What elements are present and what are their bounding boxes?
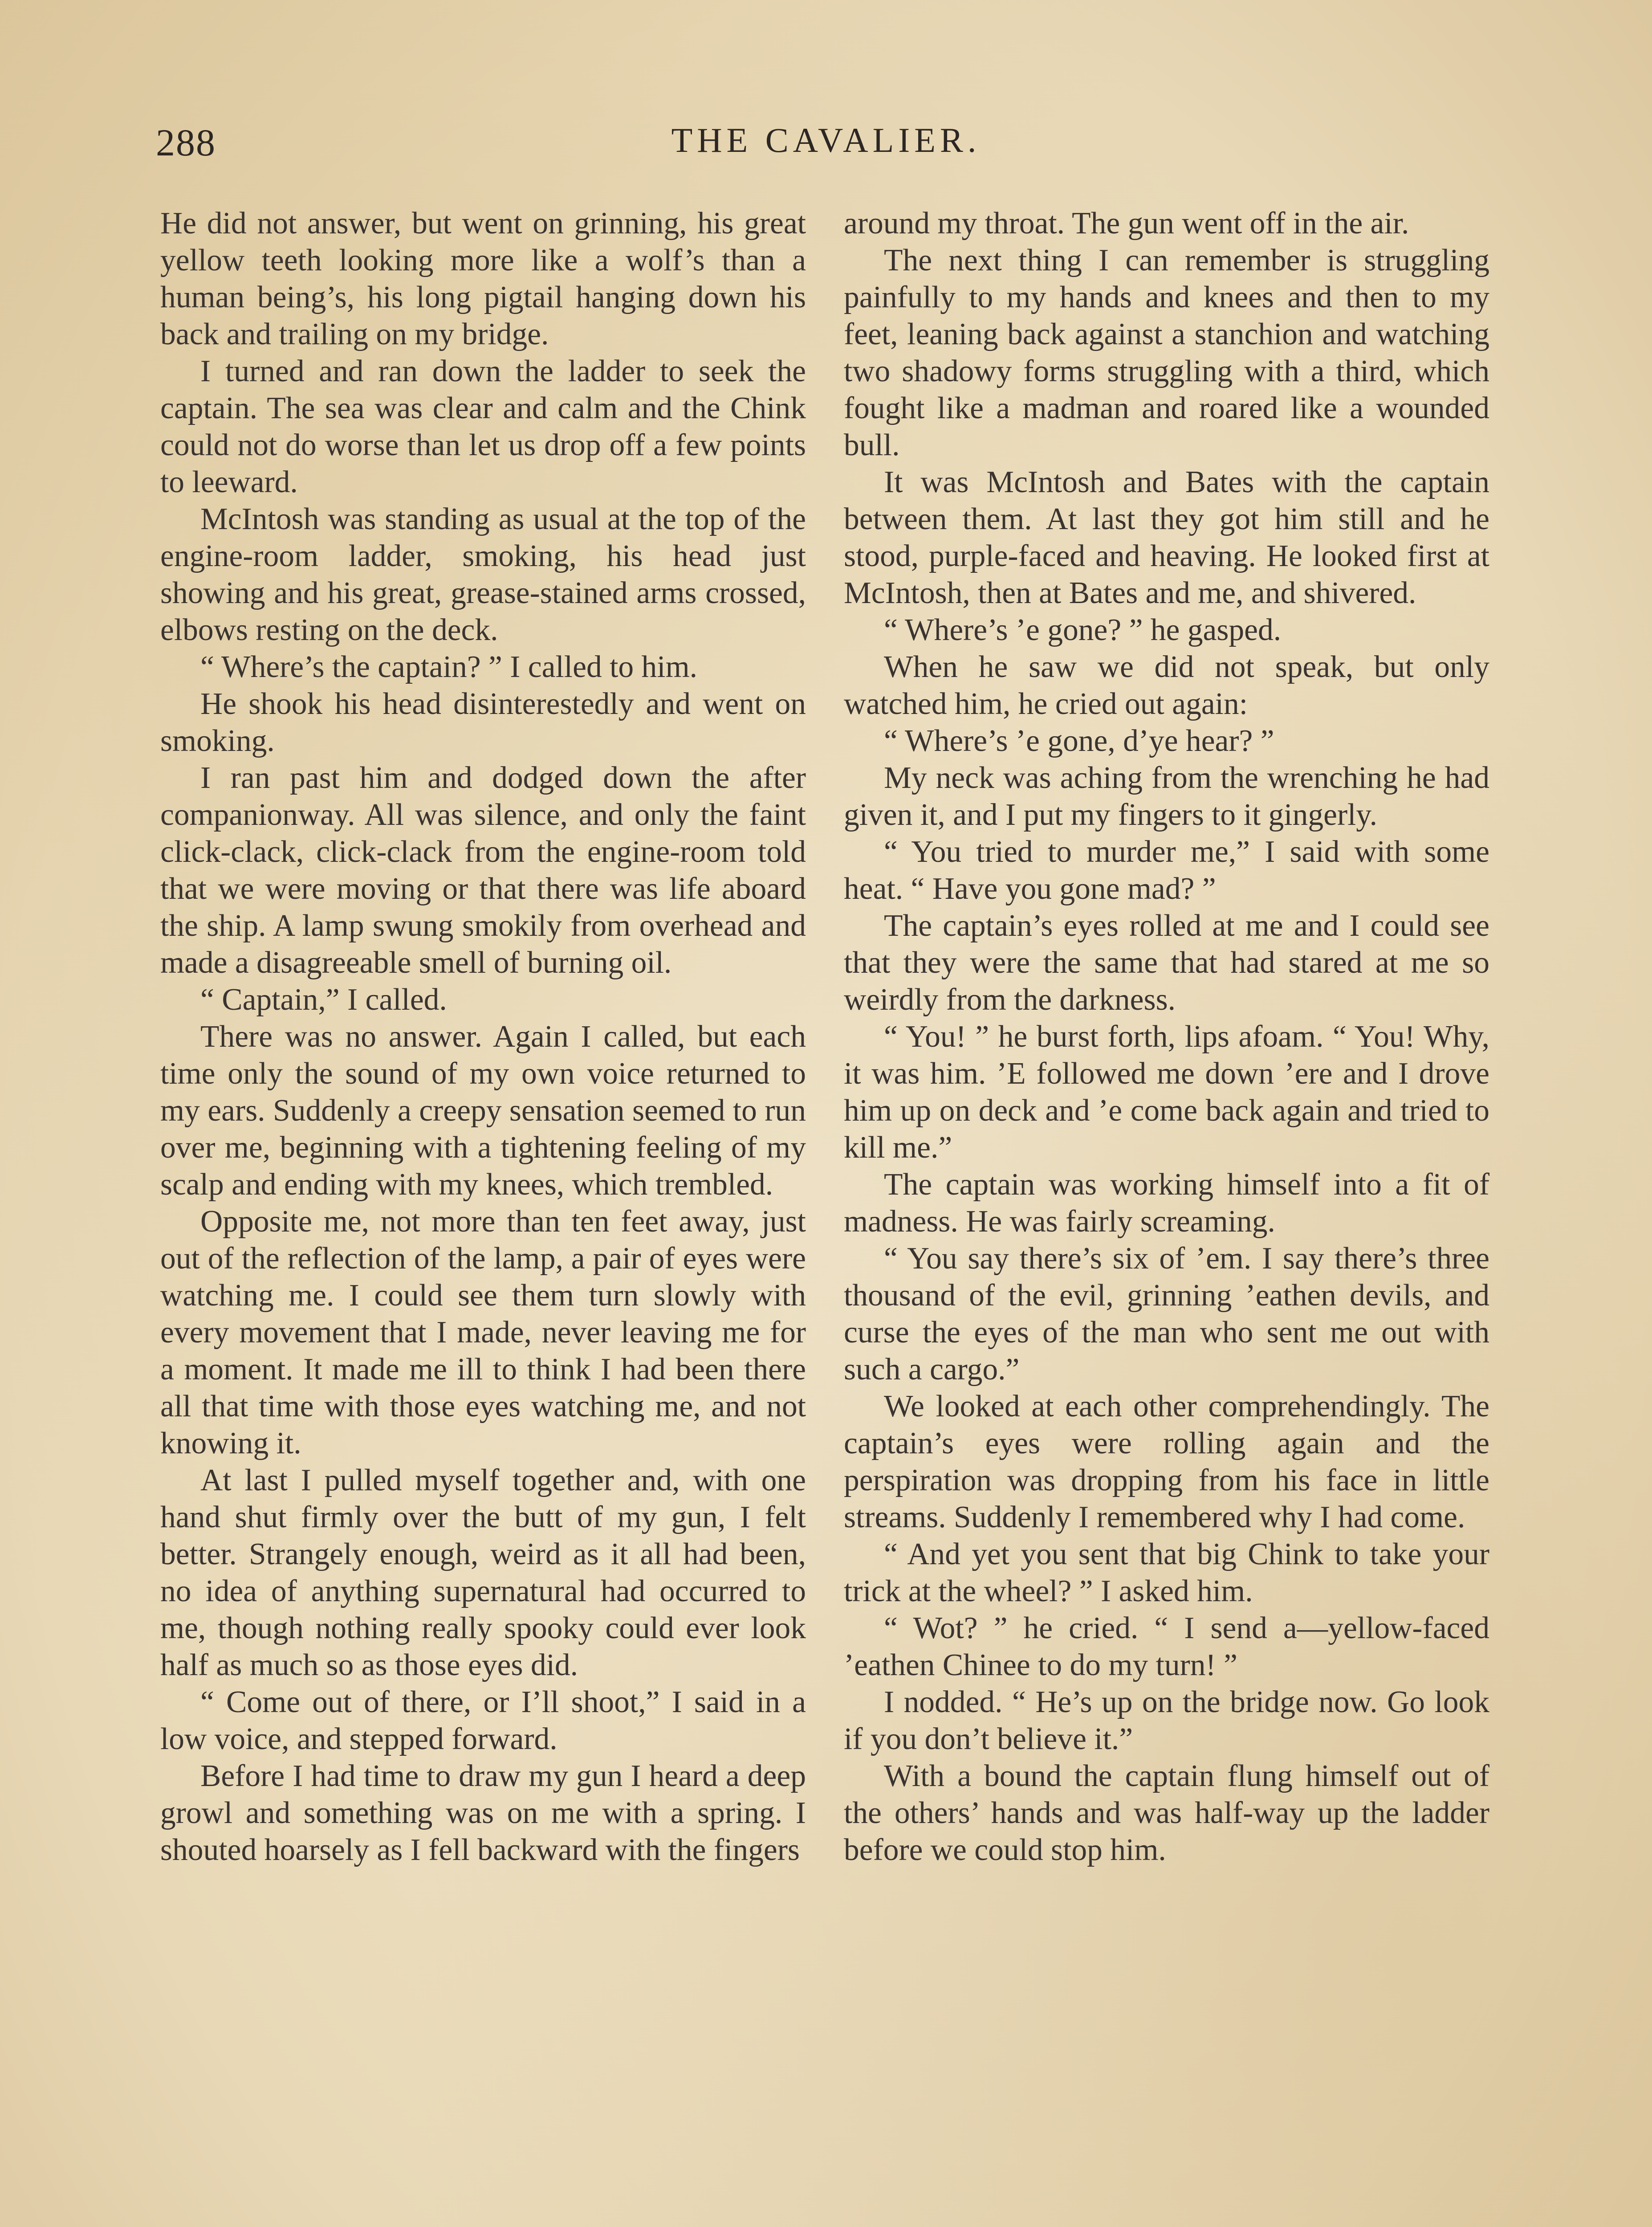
paragraph: With a bound the captain flung himself out of the others’ hands and was half-way up the ladder before we could stop him. (844, 1759, 1489, 1867)
paragraph: “ Where’s ’e gone? ” he gasped. (884, 613, 1282, 647)
paragraph: My neck was aching from the wrenching he had given it, and I put my fingers to it gingerly. (844, 761, 1489, 832)
paragraph: We looked at each other comprehendingly. The captain’s eyes were rolling again and the perspiration was dropping from his face in little streams. Suddenly I remembered why I had come. (844, 1389, 1489, 1534)
paragraph: around my throat. The gun went off in the air. (844, 206, 1409, 241)
paragraph: I turned and ran down the ladder to seek the captain. The sea was clear and calm and the Chink could not do worse than let us drop off a few points to leeward. (160, 354, 806, 499)
paragraph: “ You tried to murder me,” I said with some heat. “ Have you gone mad? ” (844, 835, 1489, 906)
paragraph: “ Where’s the captain? ” I called to him. (200, 650, 698, 684)
paragraph: “ You say there’s six of ’em. I say there’s three thousand of the evil, grinning ’eathen devils, and curse the eyes of the man who sent me out with such a cargo.” (844, 1241, 1489, 1387)
paragraph: When he saw we did not speak, but only watched him, he cried out again: (844, 650, 1489, 721)
paragraph: Before I had time to draw my gun I heard a deep growl and something was on me with a spring. I shouted hoarsely as I fell backward with the fingers (160, 1759, 806, 1867)
paragraph: “ And yet you sent that big Chink to take your trick at the wheel? ” I asked him. (844, 1537, 1489, 1608)
paragraph: Opposite me, not more than ten feet away, just out of the reflection of the lamp, a pair of eyes were watching me. I could see them turn slowly with every movement that I made, never leaving me for a moment. It made me ill to think I had been there all that time with those eyes watching me, and not knowing it. (160, 1204, 806, 1460)
page-number: 288 (156, 121, 216, 164)
left-column (160, 205, 806, 1868)
paragraph: At last I pulled myself together and, with one hand shut firmly over the butt of my gun, I felt better. Strangely enough, weird as it all had been, no idea of anything supernatural had occurred to me, though nothing really spooky could ever look half as much so as those eyes did. (160, 1463, 806, 1682)
running-title: THE CAVALIER. (671, 121, 981, 159)
right-column (844, 205, 1489, 1868)
paragraph: “ Where’s ’e gone, d’ye hear? ” (884, 724, 1274, 758)
paragraph: “ Come out of there, or I’ll shoot,” I said in a low voice, and stepped forward. (160, 1685, 806, 1756)
paragraph: It was McIntosh and Bates with the captain between them. At last they got him still and he stood, purple-faced and heaving. He looked first at McIntosh, then at Bates and me, and shivered. (844, 465, 1489, 610)
paragraph: “ Wot? ” he cried. “ I send a—yellow-faced ’eathen Chinee to do my turn! ” (844, 1611, 1489, 1682)
paragraph: I nodded. “ He’s up on the bridge now. Go look if you don’t believe it.” (844, 1685, 1489, 1756)
paragraph: McIntosh was standing as usual at the top of the engine-room ladder, smoking, his head just showing and his great, grease-stained arms crossed, elbows resting on the deck. (160, 502, 806, 647)
paragraph: The captain was working himself into a fit of madness. He was fairly screaming. (844, 1167, 1489, 1239)
paragraph: There was no answer. Again I called, but each time only the sound of my own voice returned to my ears. Suddenly a creepy sensation seemed to run over me, beginning with a tightening feeling of my scalp and ending with my knees, which trembled. (160, 1020, 806, 1202)
paragraph: “ Captain,” I called. (200, 983, 447, 1017)
page-header (156, 120, 1496, 178)
paragraph: He did not answer, but went on grinning, his great yellow teeth looking more like a wolf’s than a human being’s, his long pigtail hanging down his back and trailing on my bridge. (160, 206, 806, 351)
paragraph: The next thing I can remember is struggling painfully to my hands and knees and then to my feet, leaning back against a stanchion and watching two shadowy forms struggling with a third, which fought like a madman and roared like a wounded bull. (844, 243, 1489, 462)
paragraph: “ You! ” he burst forth, lips afoam. “ You! Why, it was him. ’E followed me down ’ere and I drove him up on deck and ’e come back again and tried to kill me.” (844, 1020, 1489, 1165)
paragraph: The captain’s eyes rolled at me and I could see that they were the same that had stared at me so weirdly from the darkness. (844, 909, 1489, 1017)
paragraph: He shook his head disinterestedly and went on smoking. (160, 687, 806, 758)
paragraph: I ran past him and dodged down the after companionway. All was silence, and only the faint click-clack, click-clack from the engine-room told that we were moving or that there was life aboard the ship. A lamp swung smokily from overhead and made a disagreeable smell of burning oil. (160, 761, 806, 980)
